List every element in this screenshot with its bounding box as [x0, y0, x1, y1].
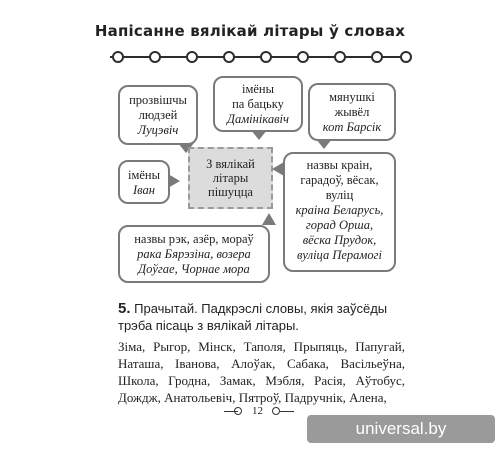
task-instruction: Прачытай. Падкрэслі словы, якія заўсёды трэба пісаць з вялікай літары. [118, 301, 388, 333]
word-list: Зіма, Рыгор, Мінск, Таполя, Прыпяць, Папугай, Наташа, Іванова, Алоўак, Сабака, Васільеўна, Школа, Гродна, Замак, Мэбля, Расія, Аўтобус, Дождж, Анатольевіч, Пятроў, Падручнік, Алена, [118, 339, 405, 405]
bubble-example: горад Орша, [305, 218, 374, 232]
decorative-chain [110, 51, 410, 63]
bubble-text: вуліц [325, 188, 354, 202]
center-note-line: літары [212, 171, 249, 185]
bubble-example: Луцэвіч [137, 123, 179, 137]
bubble-example: кот Барсік [322, 120, 382, 134]
bubble-example: Іван [133, 183, 155, 197]
bubble-tail [272, 162, 284, 176]
task-number: 5. [118, 300, 131, 317]
bubble-tail [251, 130, 267, 140]
bubble-text: прозвішчы [129, 93, 187, 107]
task-block [118, 300, 398, 334]
bubble-text: па бацьку [232, 97, 284, 111]
bubble-example: вёска Прудок, [302, 233, 377, 247]
page-number: 12 [252, 405, 263, 417]
center-note-line: пішуцца [208, 185, 253, 199]
bubble-surnames [118, 85, 198, 145]
bubble-tail [316, 139, 332, 149]
bubble-example: краіна Беларусь, [295, 203, 384, 217]
bubble-example: Доўгае, Чорнае мора [138, 262, 250, 276]
bubble-text: жывёл [334, 105, 370, 119]
bubble-tail [262, 213, 276, 225]
bubble-nicknames [308, 83, 396, 141]
center-note [188, 147, 273, 209]
bubble-waters [118, 225, 270, 283]
bubble-text: назвы краін, [306, 158, 373, 172]
bubble-example: Дамінікавіч [227, 112, 289, 126]
center-note-line: З вялікай [206, 157, 255, 171]
page-title: Напісанне вялікай літары ў словах [94, 22, 406, 40]
bubble-text: мянушкі [329, 90, 375, 104]
bubble-text: імёны [127, 168, 161, 182]
page-footer [224, 405, 294, 419]
bubble-tail [168, 174, 180, 188]
bubble-text: людзей [138, 108, 178, 122]
bubble-text: назвы рэк, азёр, мораў [134, 232, 254, 246]
bubble-places [283, 152, 396, 272]
bubble-example: рака Бярэзіна, возера [137, 247, 251, 261]
bubble-text: гарадоў, вёсак, [300, 173, 379, 187]
bubble-text: імёны [241, 82, 275, 96]
bubble-example: вуліца Перамогі [297, 248, 382, 262]
watermark: universal.by [307, 415, 495, 443]
bubble-patronymics [213, 76, 303, 132]
bubble-names [118, 160, 170, 204]
